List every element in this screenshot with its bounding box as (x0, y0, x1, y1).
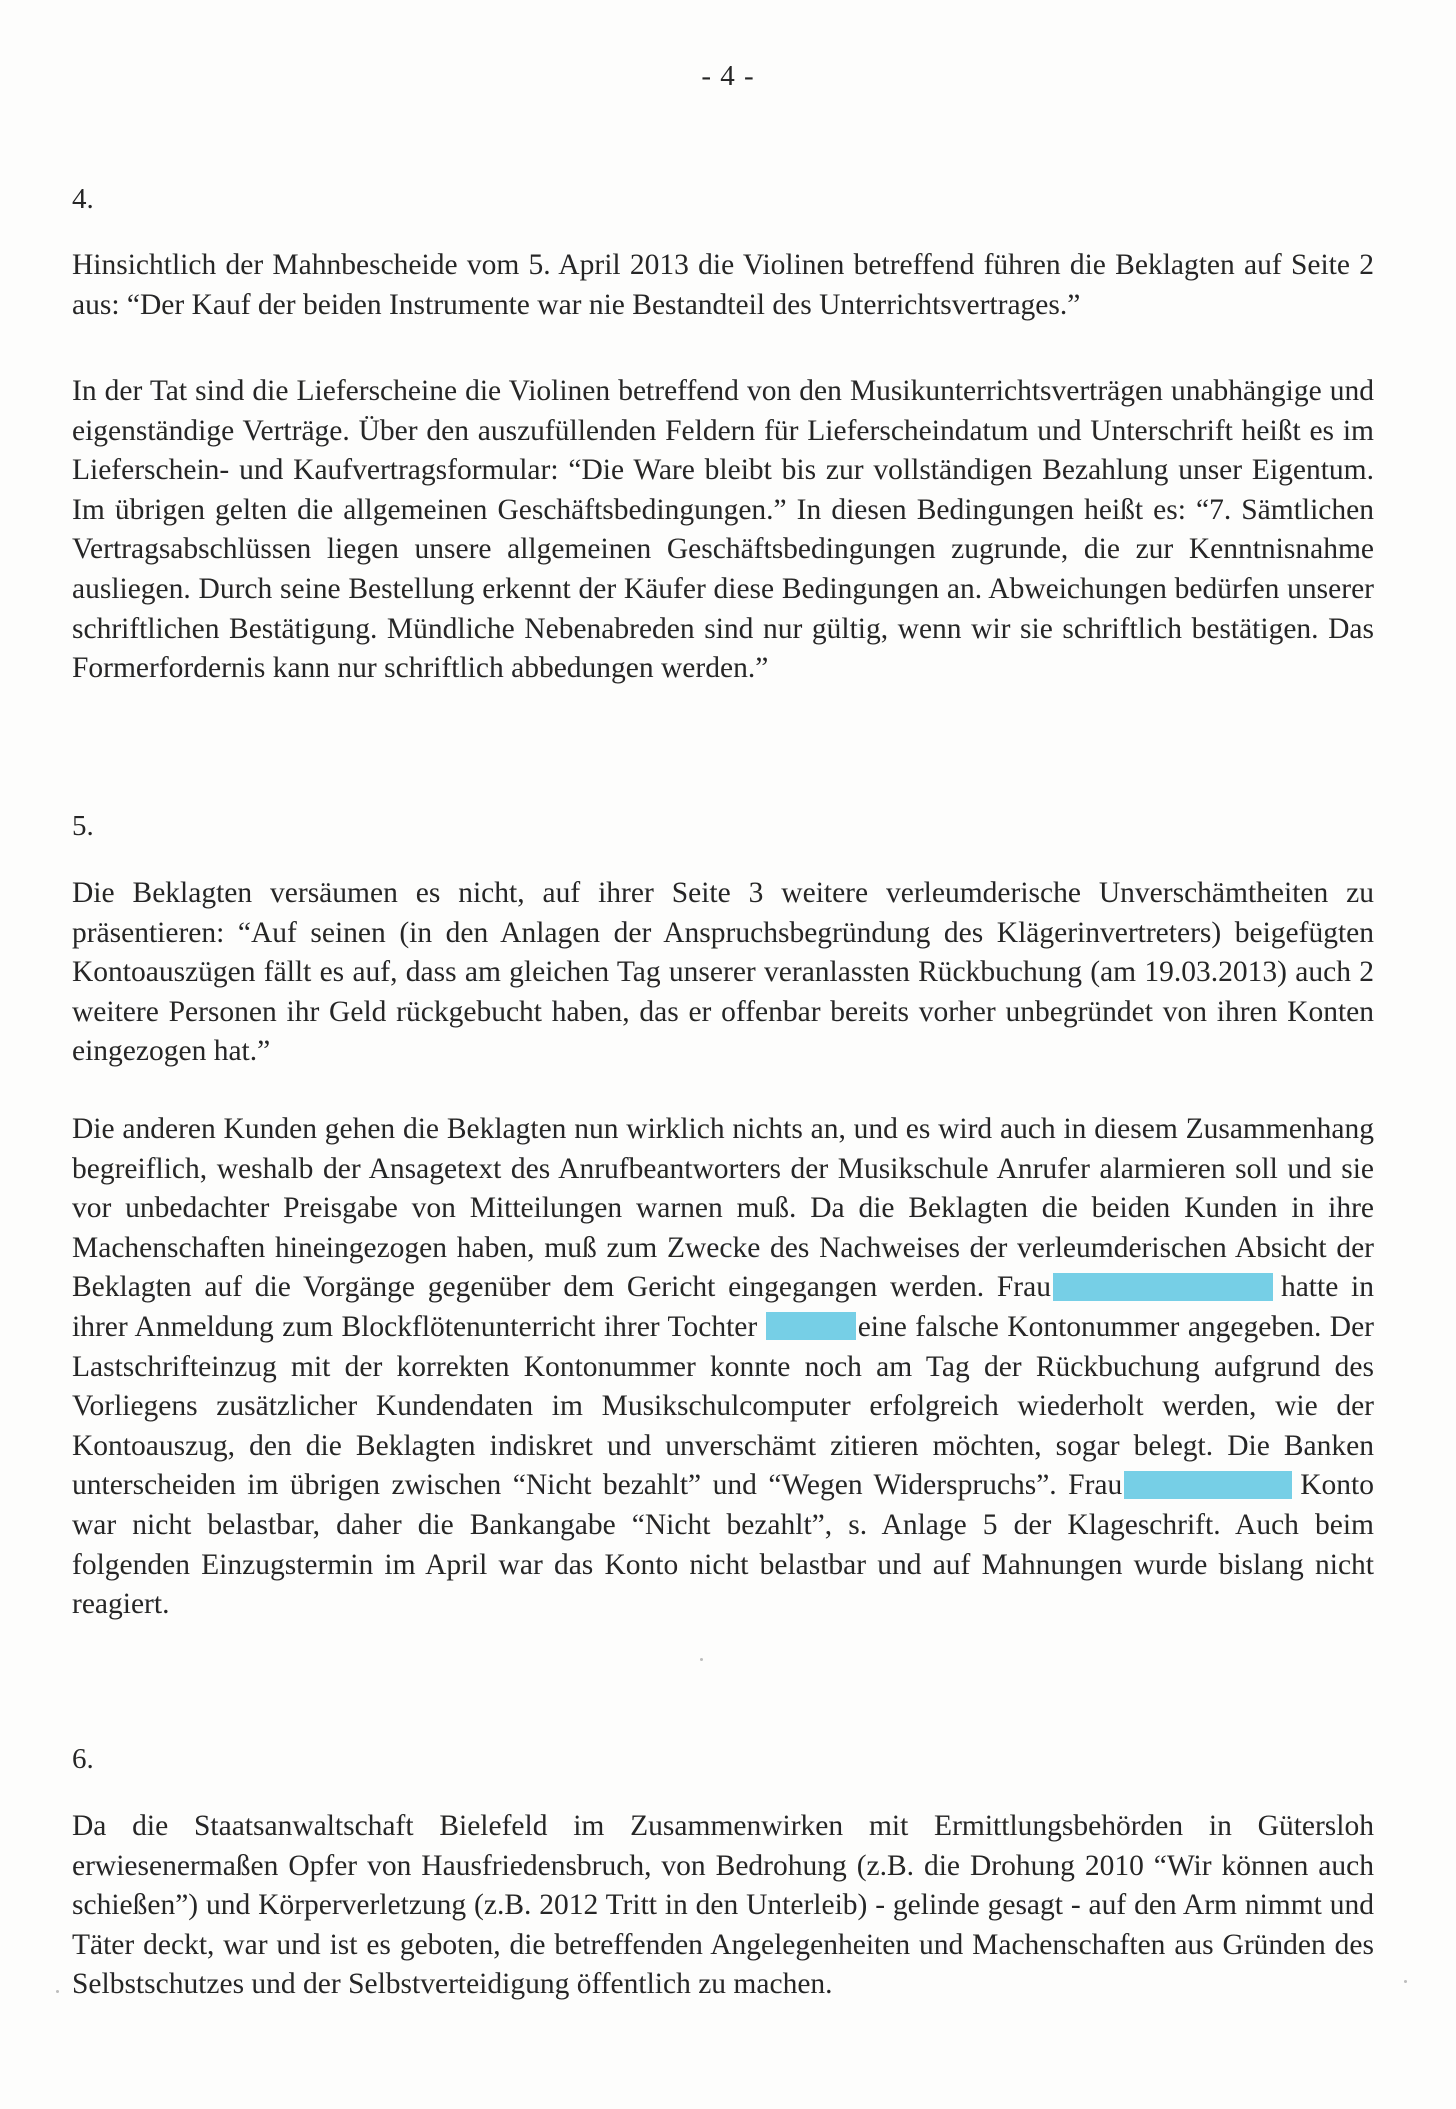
scan-speck (1404, 1980, 1407, 1983)
section6-paragraph-1: Da die Staatsanwaltschaft Bielefeld im Zusammenwirken mit Ermittlungsbehörden in Gütersloh erwiesenermaßen Opfer von Hausfriedensbruch, von Bedrohung (z.B. die Drohung 2010 “Wir können auch schießen”) und Körperverletzung (z.B. 2012 Tritt in den Unterleib) - gelinde gesagt - auf den Arm nimmt und Täter deckt, war und ist es geboten, die betreffenden Angelegenheiten und Machenschaften aus Gründen des Selbstschutzes und der Selbstverteidigung öffentlich zu machen. (72, 1810, 1374, 2001)
section5-paragraph-2-part-d: Konto war nicht belastbar, daher die Bankangabe “Nicht bezahlt”, s. Anlage 5 der Klageschrift. Auch beim folgenden Einzugstermin im April war das Konto nicht belastbar und auf Mahnungen wurde bislang nicht reagiert. (72, 1469, 1374, 1621)
section5-paragraph-2-part-a: Die anderen Kunden gehen die Beklagten nun wirklich nichts an, und es wird auch in diesem Zusammenhang begreiflich, weshalb der Ansagetext des Anrufbeantworters der Musikschule Anrufer alarmieren soll und sie vor unbedachter Preisgabe von Mitteilungen warnen muß. Da die Beklagten die beiden Kunden in ihre Machenschaften hineingezogen haben, muß zum Zwecke des Nachweises der verleumderischen Absicht der Beklagten auf die Vorgänge gegenüber dem Gericht eingegangen werden. Frau (72, 1113, 1374, 1304)
section-number-5: 5. (72, 810, 94, 842)
section5-paragraph-2-part-b: hatte in ihrer Anmeldung zum Blockflötenunterricht ihrer Tochter (72, 1271, 1374, 1343)
redaction-box (766, 1312, 856, 1340)
scan-speck (700, 1658, 703, 1661)
redaction-box (1053, 1273, 1273, 1301)
section4-paragraph-2: In der Tat sind die Lieferscheine die Violinen betreffend von den Musikunterrichtsverträgen unabhängige und eigenständige Verträge. Über den auszufüllenden Feldern für Lieferscheindatum und Unterschrift heißt es im Lieferschein- und Kaufvertragsformular: “Die Ware bleibt bis zur vollständigen Bezahlung unser Eigentum. Im übrigen gelten die allgemeinen Geschäftsbedingungen.” In diesen Bedingungen heißt es: “7. Sämtlichen Vertragsabschlüssen liegen unsere allgemeinen Geschäftsbedingungen zugrunde, die zur Kenntnisnahme ausliegen. Durch seine Bestellung erkennt der Käufer diese Bedingungen an. Abweichungen bedürfen unserer schriftlichen Bestätigung. Mündliche Nebenabreden sind nur gültig, wenn wir sie schriftlich bestätigen. Das Formerfordernis kann nur schriftlich abbedungen werden.” (72, 375, 1374, 685)
scan-speck (56, 1990, 59, 1993)
section5-paragraph-2-part-c: eine falsche Kontonummer angegeben. Der Lastschrifteinzug mit der korrekten Kontonummer konnte noch am Tag der Rückbuchung aufgrund des Vorliegens zusätzlicher Kundendaten im Musikschulcomputer erfolgreich wiederholt werden, wie der Kontoauszug, den die Beklagten indiskret und unverschämt zitieren möchten, sogar belegt. Die Banken unterscheiden im übrigen zwischen “Nicht bezahlt” und “Wegen Widerspruchs”. Frau (72, 1310, 1374, 1502)
section4-paragraph-1: Hinsichtlich der Mahnbescheide vom 5. April 2013 die Violinen betreffend führen die Beklagten auf Seite 2 aus: “Der Kauf der beiden Instrumente war nie Bestandteil des Unterrichtsvertrages.” (72, 249, 1374, 321)
page-number: - 4 - (701, 60, 755, 92)
redaction-box (1124, 1471, 1292, 1499)
section-number-6: 6. (72, 1743, 94, 1775)
section-number-4: 4. (72, 183, 94, 215)
section5-paragraph-1: Die Beklagten versäumen es nicht, auf ihrer Seite 3 weitere verleumderische Unverschämtheiten zu präsentieren: “Auf seinen (in den Anlagen der Anspruchsbegründung des Klägerinvertreters) beigefügten Kontoauszügen fällt es auf, dass am gleichen Tag unserer veranlassten Rückbuchung (am 19.03.2013) auch 2 weitere Personen ihr Geld rückgebucht haben, das er offenbar bereits vorher unbegründet von ihren Konten eingezogen hat.” (72, 877, 1374, 1068)
section5-paragraph-2 (72, 1110, 1374, 1625)
